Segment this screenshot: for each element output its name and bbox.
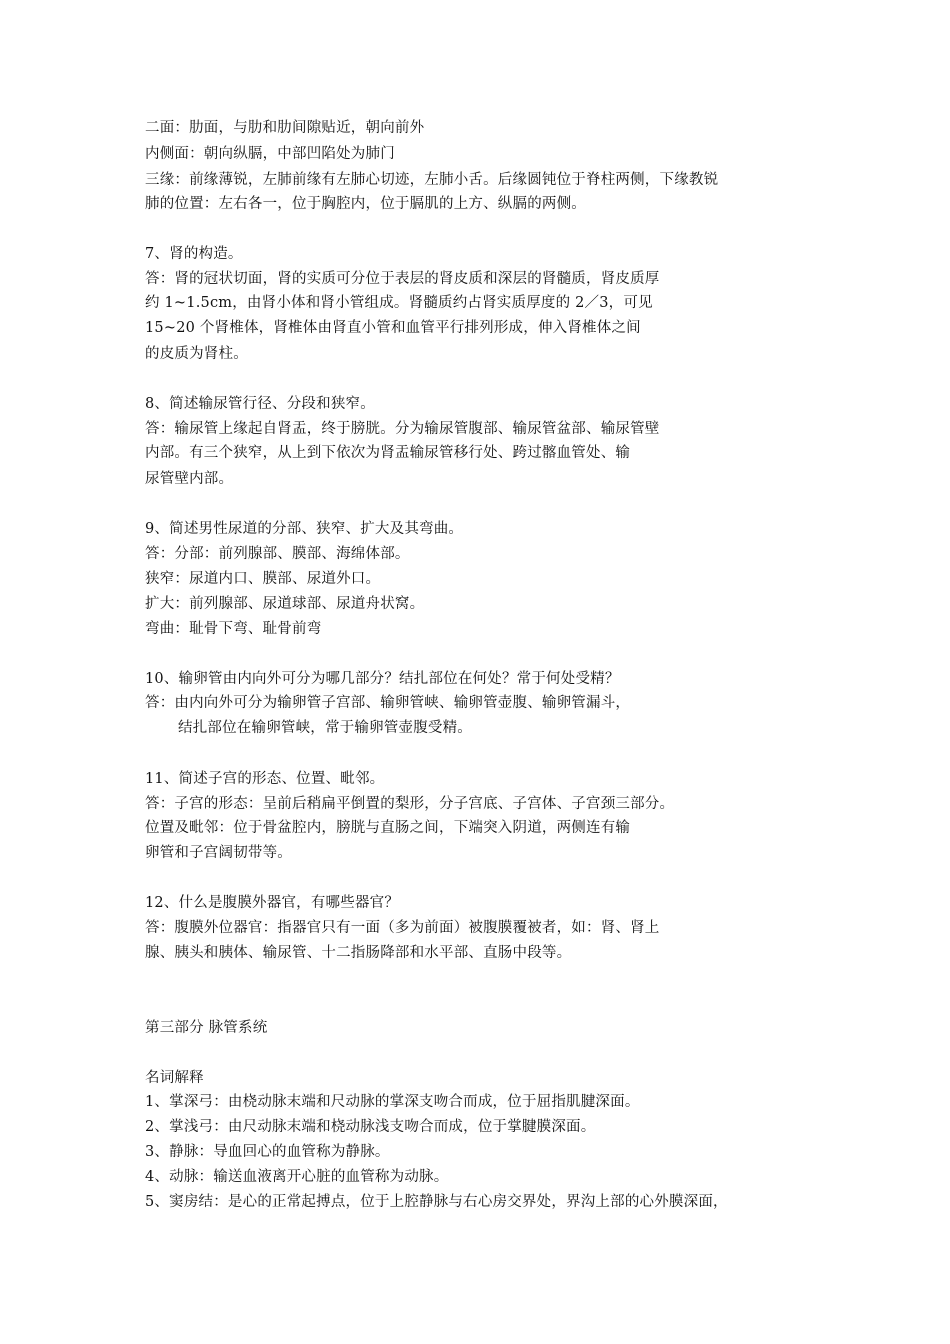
text-line: 答：输尿管上缘起自肾盂，终于膀胱。分为输尿管腹部、输尿管盆部、输尿管壁 xyxy=(145,421,660,437)
text-line: 尿管壁内部。 xyxy=(145,471,234,487)
text-line: 内侧面：朝向纵膈，中部凹陷处为肺门 xyxy=(145,146,395,162)
text-line: 答：由内向外可分为输卵管子宫部、输卵管峡、输卵管壶腹、输卵管漏斗， xyxy=(145,695,631,711)
question-heading: 11、简述子宫的形态、位置、毗邻。 xyxy=(145,771,385,787)
text-line: 扩大：前列腺部、尿道球部、尿道舟状窝。 xyxy=(145,596,425,612)
text-line: 结扎部位在输卵管峡，常于输卵管壶腹受精。 xyxy=(178,720,472,736)
text-line: 位置及毗邻：位于骨盆腔内，膀胱与直肠之间，下端突入阴道，两侧连有输 xyxy=(145,820,631,836)
text-line: 弯曲：耻骨下弯、耻骨前弯 xyxy=(145,621,322,637)
definition-item: 1、掌深弓：由桡动脉末端和尺动脉的掌深支吻合而成，位于屈指肌腱深面。 xyxy=(145,1094,640,1110)
question-heading: 9、简述男性尿道的分部、狭窄、扩大及其弯曲。 xyxy=(145,521,464,537)
question-heading: 8、简述输尿管行径、分段和狭窄。 xyxy=(145,396,375,412)
text-line: 约 1~1.5cm，由肾小体和肾小管组成。肾髓质约占肾实质厚度的 2／3，可见 xyxy=(145,295,653,311)
text-line: 卵管和子宫阔韧带等。 xyxy=(145,845,292,861)
question-heading: 10、输卵管由内向外可分为哪几部分？结扎部位在何处？常于何处受精？ xyxy=(145,671,620,687)
text-line: 三缘：前缘薄锐，左肺前缘有左肺心切迹，左肺小舌。后缘圆钝位于脊柱两侧，下缘教锐 xyxy=(145,172,719,188)
text-line: 内部。有三个狭窄，从上到下依次为肾盂输尿管移行处、跨过髂血管处、输 xyxy=(145,445,631,461)
section-heading: 第三部分 脉管系统 xyxy=(145,1020,268,1036)
subsection-heading: 名词解释 xyxy=(145,1070,204,1086)
text-line: 答：子宫的形态：呈前后稍扁平倒置的梨形，分子宫底、子宫体、子宫颈三部分。 xyxy=(145,796,675,812)
text-line: 狭窄：尿道内口、膜部、尿道外口。 xyxy=(145,571,381,587)
definition-item: 5、窦房结：是心的正常起搏点，位于上腔静脉与右心房交界处，界沟上部的心外膜深面， xyxy=(145,1194,728,1210)
text-line: 答：肾的冠状切面，肾的实质可分位于表层的肾皮质和深层的肾髓质，肾皮质厚 xyxy=(145,271,660,287)
text-line: 答：腹膜外位器官：指器官只有一面（多为前面）被腹膜覆被者，如：肾、肾上 xyxy=(145,920,660,936)
text-line: 腺、胰头和胰体、输尿管、十二指肠降部和水平部、直肠中段等。 xyxy=(145,945,572,961)
text-line: 二面：肋面，与肋和肋间隙贴近，朝向前外 xyxy=(145,120,425,136)
definition-item: 2、掌浅弓：由尺动脉末端和桡动脉浅支吻合而成，位于掌腱膜深面。 xyxy=(145,1119,596,1135)
question-heading: 7、肾的构造。 xyxy=(145,246,243,262)
definition-item: 3、静脉：导血回心的血管称为静脉。 xyxy=(145,1144,390,1160)
definition-item: 4、动脉：输送血液离开心脏的血管称为动脉。 xyxy=(145,1169,449,1185)
text-line: 答：分部：前列腺部、膜部、海绵体部。 xyxy=(145,546,410,562)
text-line: 肺的位置：左右各一，位于胸腔内，位于膈肌的上方、纵膈的两侧。 xyxy=(145,196,586,212)
question-heading: 12、什么是腹膜外器官，有哪些器官？ xyxy=(145,895,400,911)
text-line: 的皮质为肾柱。 xyxy=(145,346,248,362)
text-line: 15~20 个肾椎体，肾椎体由肾直小管和血管平行排列形成，伸入肾椎体之间 xyxy=(145,320,641,336)
